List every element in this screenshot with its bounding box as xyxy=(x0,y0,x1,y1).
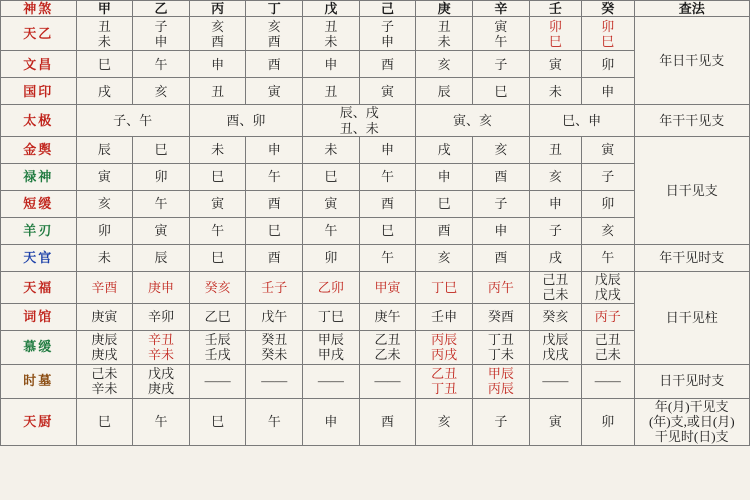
column-header-stem-6: 己 xyxy=(359,1,416,17)
column-header-stem-5: 戊 xyxy=(303,1,360,17)
cell-r10-c5: 乙卯 xyxy=(303,271,360,303)
cell-r14-c5: 申 xyxy=(303,398,360,445)
cell-r11-c1: 庚寅 xyxy=(76,303,133,330)
column-header-stem-2: 乙 xyxy=(133,1,190,17)
cell-r13-c1: 己未 辛未 xyxy=(76,364,133,398)
table-row xyxy=(1,244,750,271)
row-label-6: 禄神 xyxy=(1,163,77,190)
cell-r3-c7: 辰 xyxy=(416,78,473,105)
table-row xyxy=(1,364,750,398)
cell-r7-c9: 申 xyxy=(529,190,581,217)
cell-r5-c10: 寅 xyxy=(582,136,634,163)
cell-r11-c7: 壬申 xyxy=(416,303,473,330)
column-header-stem-4: 丁 xyxy=(246,1,303,17)
cell-r7-c5: 寅 xyxy=(303,190,360,217)
cell-r1-c7: 丑 未 xyxy=(416,17,473,51)
table-row xyxy=(1,271,750,303)
cell-r5-c1: 辰 xyxy=(76,136,133,163)
cell-r6-c4: 午 xyxy=(246,163,303,190)
cell-r1-c6: 子 申 xyxy=(359,17,416,51)
cell-r2-c8: 子 xyxy=(473,51,530,78)
method-note-4: 年干干见支 xyxy=(634,105,749,137)
cell-r2-c2: 午 xyxy=(133,51,190,78)
row-label-1: 天乙 xyxy=(1,17,77,51)
cell-r14-c4: 午 xyxy=(246,398,303,445)
cell-r9-c6: 午 xyxy=(359,244,416,271)
cell-r13-c9: —— xyxy=(529,364,581,398)
row-label-14: 天厨 xyxy=(1,398,77,445)
column-header-stem-7: 庚 xyxy=(416,1,473,17)
column-header-method: 查法 xyxy=(634,1,749,17)
row-label-7: 短缓 xyxy=(1,190,77,217)
cell-r7-c1: 亥 xyxy=(76,190,133,217)
cell-r11-c8: 癸酉 xyxy=(473,303,530,330)
table-row xyxy=(1,105,750,137)
cell-r2-c3: 申 xyxy=(189,51,246,78)
cell-r8-c3: 午 xyxy=(189,217,246,244)
cell-r6-c5: 巳 xyxy=(303,163,360,190)
cell-r14-c7: 亥 xyxy=(416,398,473,445)
cell-r10-c8: 丙午 xyxy=(473,271,530,303)
method-note-1: 年日干见支 xyxy=(634,17,749,105)
column-header-stem-10: 癸 xyxy=(582,1,634,17)
cell-r5-c3: 未 xyxy=(189,136,246,163)
cell-r9-c10: 午 xyxy=(582,244,634,271)
row-label-13: 时墓 xyxy=(1,364,77,398)
cell-r14-c3: 巳 xyxy=(189,398,246,445)
cell-r11-c4: 戊午 xyxy=(246,303,303,330)
cell-r3-c5: 丑 xyxy=(303,78,360,105)
cell-r7-c3: 寅 xyxy=(189,190,246,217)
cell-r7-c6: 酉 xyxy=(359,190,416,217)
cell-r6-c3: 巳 xyxy=(189,163,246,190)
row-label-12: 慕缓 xyxy=(1,330,77,364)
cell-r1-c10: 卯 巳 xyxy=(582,17,634,51)
column-header-stem-3: 丙 xyxy=(189,1,246,17)
cell-r14-c10: 卯 xyxy=(582,398,634,445)
cell-r3-c4: 寅 xyxy=(246,78,303,105)
cell-r1-c8: 寅 午 xyxy=(473,17,530,51)
cell-r5-c9: 丑 xyxy=(529,136,581,163)
cell-r9-c2: 辰 xyxy=(133,244,190,271)
cell-r13-c10: —— xyxy=(582,364,634,398)
cell-r12-c2: 辛丑 辛未 xyxy=(133,330,190,364)
cell-r7-c7: 巳 xyxy=(416,190,473,217)
cell-r1-c3: 亥 酉 xyxy=(189,17,246,51)
cell-r8-c8: 申 xyxy=(473,217,530,244)
row-label-11: 词馆 xyxy=(1,303,77,330)
cell-r9-c8: 酉 xyxy=(473,244,530,271)
cell-r2-c1: 巳 xyxy=(76,51,133,78)
table-row xyxy=(1,17,750,51)
column-header-stem-9: 壬 xyxy=(529,1,581,17)
table-row xyxy=(1,136,750,163)
cell-r9-c5: 卯 xyxy=(303,244,360,271)
cell-r6-c10: 子 xyxy=(582,163,634,190)
cell-r4-c4: 寅、亥 xyxy=(416,105,529,137)
row-label-4: 太极 xyxy=(1,105,77,137)
cell-r1-c9: 卯 巳 xyxy=(529,17,581,51)
cell-r8-c1: 卯 xyxy=(76,217,133,244)
cell-r9-c9: 戌 xyxy=(529,244,581,271)
method-note-9: 年干见时支 xyxy=(634,244,749,271)
cell-r7-c8: 子 xyxy=(473,190,530,217)
table-body xyxy=(1,1,750,446)
cell-r13-c8: 甲辰 丙辰 xyxy=(473,364,530,398)
cell-r7-c10: 卯 xyxy=(582,190,634,217)
method-note-13: 日干见时支 xyxy=(634,364,749,398)
cell-r5-c6: 申 xyxy=(359,136,416,163)
cell-r1-c4: 亥 酉 xyxy=(246,17,303,51)
cell-r12-c9: 戊辰 戊戌 xyxy=(529,330,581,364)
cell-r8-c10: 亥 xyxy=(582,217,634,244)
cell-r10-c7: 丁巳 xyxy=(416,271,473,303)
cell-r10-c6: 甲寅 xyxy=(359,271,416,303)
cell-r8-c2: 寅 xyxy=(133,217,190,244)
cell-r14-c8: 子 xyxy=(473,398,530,445)
cell-r9-c1: 未 xyxy=(76,244,133,271)
column-header-stem-8: 辛 xyxy=(473,1,530,17)
cell-r13-c5: —— xyxy=(303,364,360,398)
cell-r3-c2: 亥 xyxy=(133,78,190,105)
cell-r11-c3: 乙巳 xyxy=(189,303,246,330)
cell-r10-c10: 戊辰 戊戌 xyxy=(582,271,634,303)
cell-r7-c2: 午 xyxy=(133,190,190,217)
cell-r3-c1: 戌 xyxy=(76,78,133,105)
cell-r5-c4: 申 xyxy=(246,136,303,163)
cell-r9-c7: 亥 xyxy=(416,244,473,271)
cell-r11-c2: 辛卯 xyxy=(133,303,190,330)
cell-r11-c10: 丙子 xyxy=(582,303,634,330)
cell-r2-c10: 卯 xyxy=(582,51,634,78)
cell-r10-c9: 己丑 己未 xyxy=(529,271,581,303)
cell-r8-c5: 午 xyxy=(303,217,360,244)
cell-r2-c4: 酉 xyxy=(246,51,303,78)
cell-r14-c6: 酉 xyxy=(359,398,416,445)
cell-r3-c9: 未 xyxy=(529,78,581,105)
cell-r2-c9: 寅 xyxy=(529,51,581,78)
cell-r8-c7: 酉 xyxy=(416,217,473,244)
cell-r2-c6: 酉 xyxy=(359,51,416,78)
cell-r10-c3: 癸亥 xyxy=(189,271,246,303)
cell-r2-c5: 申 xyxy=(303,51,360,78)
cell-r12-c7: 丙辰 丙戌 xyxy=(416,330,473,364)
cell-r5-c5: 未 xyxy=(303,136,360,163)
cell-r6-c8: 酉 xyxy=(473,163,530,190)
method-note-14: 年(月)干见支 (年)支,或日(月) 干见时(日)支 xyxy=(634,398,749,445)
cell-r14-c9: 寅 xyxy=(529,398,581,445)
cell-r4-c2: 酉、卯 xyxy=(189,105,302,137)
cell-r11-c9: 癸亥 xyxy=(529,303,581,330)
column-header-stem-1: 甲 xyxy=(76,1,133,17)
cell-r12-c4: 癸丑 癸未 xyxy=(246,330,303,364)
cell-r10-c4: 壬子 xyxy=(246,271,303,303)
cell-r1-c2: 子 申 xyxy=(133,17,190,51)
cell-r5-c2: 巳 xyxy=(133,136,190,163)
cell-r8-c9: 子 xyxy=(529,217,581,244)
cell-r13-c6: —— xyxy=(359,364,416,398)
method-note-5: 日干见支 xyxy=(634,136,749,244)
cell-r3-c8: 巳 xyxy=(473,78,530,105)
cell-r11-c5: 丁巳 xyxy=(303,303,360,330)
cell-r5-c8: 亥 xyxy=(473,136,530,163)
cell-r6-c6: 午 xyxy=(359,163,416,190)
cell-r3-c3: 丑 xyxy=(189,78,246,105)
cell-r9-c4: 酉 xyxy=(246,244,303,271)
cell-r8-c4: 巳 xyxy=(246,217,303,244)
cell-r13-c7: 乙丑 丁丑 xyxy=(416,364,473,398)
cell-r12-c3: 壬辰 壬戌 xyxy=(189,330,246,364)
table-header-row xyxy=(1,1,750,17)
cell-r5-c7: 戌 xyxy=(416,136,473,163)
cell-r6-c2: 卯 xyxy=(133,163,190,190)
cell-r9-c3: 巳 xyxy=(189,244,246,271)
column-header-shensha: 神煞 xyxy=(1,1,77,17)
cell-r10-c2: 庚申 xyxy=(133,271,190,303)
cell-r12-c1: 庚辰 庚戌 xyxy=(76,330,133,364)
cell-r3-c10: 申 xyxy=(582,78,634,105)
cell-r1-c5: 丑 未 xyxy=(303,17,360,51)
cell-r4-c3: 辰、戌 丑、未 xyxy=(303,105,416,137)
row-label-10: 天福 xyxy=(1,271,77,303)
cell-r6-c1: 寅 xyxy=(76,163,133,190)
row-label-2: 文昌 xyxy=(1,51,77,78)
cell-r14-c1: 巳 xyxy=(76,398,133,445)
cell-r7-c4: 酉 xyxy=(246,190,303,217)
row-label-5: 金舆 xyxy=(1,136,77,163)
cell-r13-c4: —— xyxy=(246,364,303,398)
cell-r8-c6: 巳 xyxy=(359,217,416,244)
cell-r13-c3: —— xyxy=(189,364,246,398)
cell-r2-c7: 亥 xyxy=(416,51,473,78)
cell-r11-c6: 庚午 xyxy=(359,303,416,330)
row-label-3: 国印 xyxy=(1,78,77,105)
cell-r4-c1: 子、午 xyxy=(76,105,189,137)
cell-r12-c10: 己丑 己未 xyxy=(582,330,634,364)
row-label-9: 天官 xyxy=(1,244,77,271)
row-label-8: 羊刃 xyxy=(1,217,77,244)
cell-r13-c2: 戊戌 庚戌 xyxy=(133,364,190,398)
cell-r14-c2: 午 xyxy=(133,398,190,445)
cell-r6-c7: 申 xyxy=(416,163,473,190)
table-row xyxy=(1,398,750,445)
cell-r4-c5: 巳、申 xyxy=(529,105,634,137)
cell-r12-c8: 丁丑 丁未 xyxy=(473,330,530,364)
method-note-10: 日干见柱 xyxy=(634,271,749,364)
cell-r10-c1: 辛酉 xyxy=(76,271,133,303)
cell-r3-c6: 寅 xyxy=(359,78,416,105)
cell-r12-c6: 乙丑 乙未 xyxy=(359,330,416,364)
cell-r1-c1: 丑 未 xyxy=(76,17,133,51)
cell-r6-c9: 亥 xyxy=(529,163,581,190)
cell-r12-c5: 甲辰 甲戌 xyxy=(303,330,360,364)
